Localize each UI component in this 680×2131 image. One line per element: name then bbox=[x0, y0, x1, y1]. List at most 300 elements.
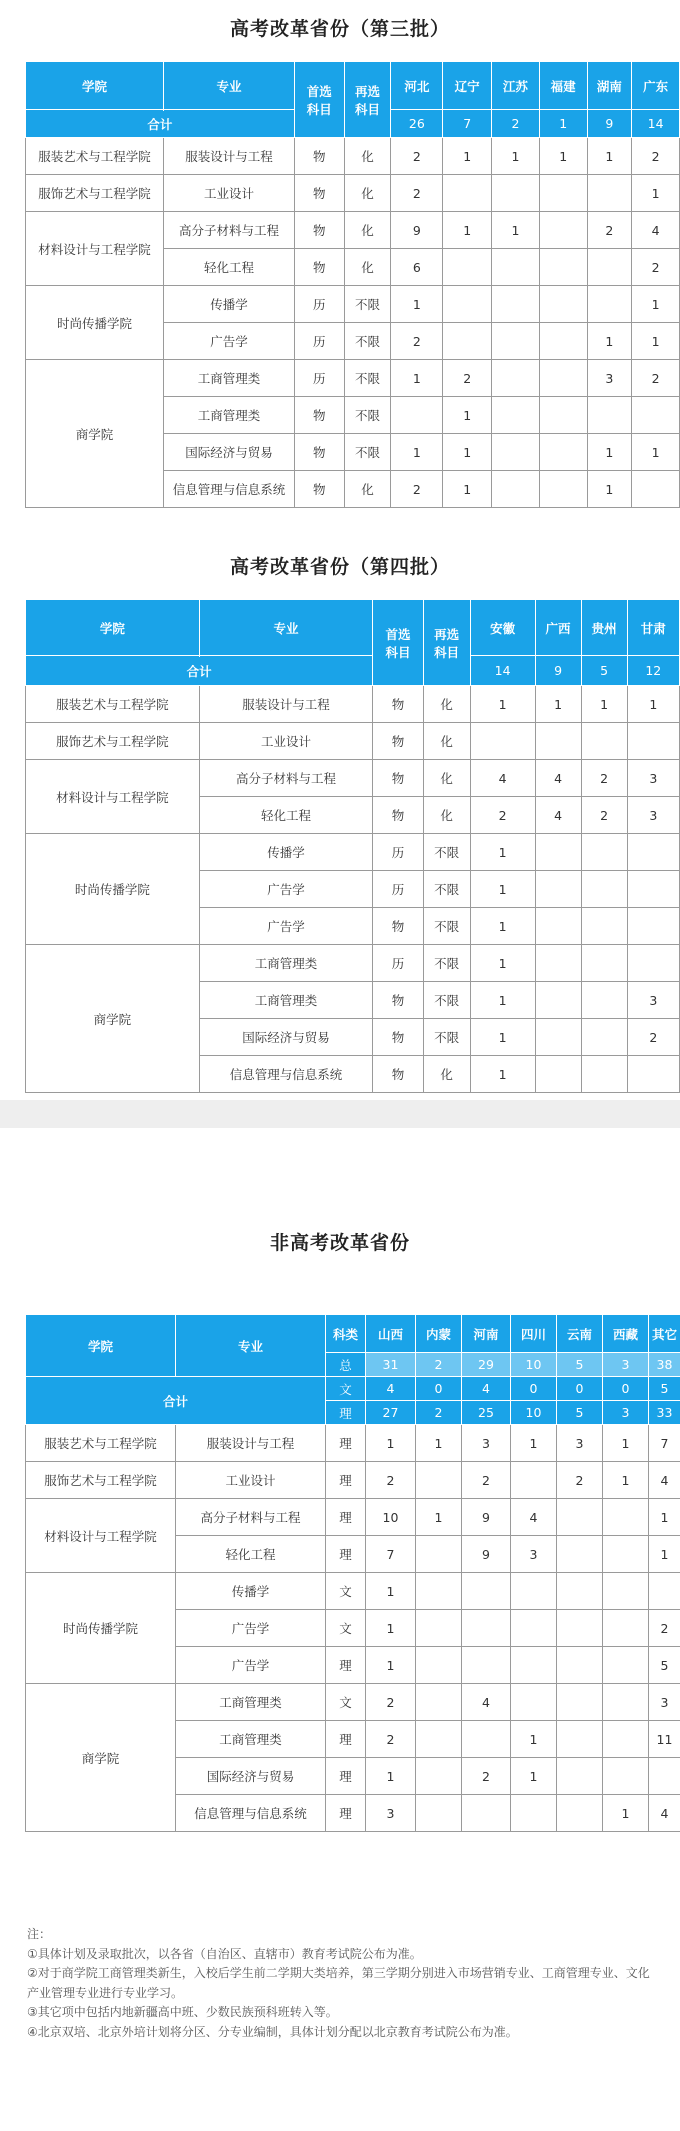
subject-cell: 物 bbox=[373, 982, 423, 1019]
quota-cell: 5 bbox=[649, 1647, 680, 1684]
quota-cell: 1 bbox=[470, 871, 535, 908]
major-cell: 轻化工程 bbox=[164, 249, 295, 286]
header-college: 学院 bbox=[26, 600, 200, 656]
subject-cell: 历 bbox=[373, 945, 423, 982]
major-cell: 广告学 bbox=[176, 1647, 326, 1684]
wen-value: 4 bbox=[462, 1377, 511, 1401]
subject-cell: 理 bbox=[326, 1647, 366, 1684]
subject-cell: 化 bbox=[344, 138, 391, 175]
quota-cell: 1 bbox=[391, 434, 443, 471]
header-province: 辽宁 bbox=[443, 62, 492, 110]
quota-cell bbox=[492, 175, 540, 212]
table-row bbox=[26, 945, 680, 982]
quota-cell bbox=[462, 1647, 511, 1684]
header-second-subject: 再选科目 bbox=[344, 62, 391, 138]
quota-cell: 1 bbox=[416, 1499, 462, 1536]
quota-cell bbox=[492, 397, 540, 434]
quota-cell: 1 bbox=[470, 908, 535, 945]
total-value: 7 bbox=[443, 110, 492, 138]
table-row bbox=[26, 175, 680, 212]
quota-cell: 9 bbox=[462, 1499, 511, 1536]
li-value: 10 bbox=[511, 1401, 557, 1425]
quota-cell: 1 bbox=[535, 686, 581, 723]
sum-value: 29 bbox=[462, 1353, 511, 1377]
quota-cell: 1 bbox=[603, 1795, 649, 1832]
major-cell: 广告学 bbox=[176, 1610, 326, 1647]
note-item: ②对于商学院工商管理类新生，入校后学生前二学期大类培养，第三学期分别进入市场营销专业、工商管理专业、文化产业管理专业进行专业学习。 bbox=[27, 1966, 650, 2000]
quota-cell: 2 bbox=[443, 360, 492, 397]
quota-cell: 4 bbox=[470, 760, 535, 797]
quota-cell: 3 bbox=[366, 1795, 416, 1832]
quota-cell bbox=[603, 1758, 649, 1795]
quota-cell: 1 bbox=[539, 138, 587, 175]
quota-cell bbox=[581, 1056, 627, 1093]
header-first-subject: 首选科目 bbox=[294, 62, 344, 138]
quota-cell bbox=[581, 723, 627, 760]
quota-cell: 1 bbox=[632, 286, 680, 323]
quota-cell bbox=[511, 1647, 557, 1684]
college-cell: 服装艺术与工程学院 bbox=[26, 1425, 176, 1462]
subject-cell: 不限 bbox=[344, 434, 391, 471]
quota-cell bbox=[581, 834, 627, 871]
quota-cell bbox=[539, 471, 587, 508]
quota-cell: 1 bbox=[443, 434, 492, 471]
header-college: 学院 bbox=[26, 62, 164, 110]
wen-label: 文 bbox=[326, 1377, 366, 1401]
li-value: 3 bbox=[603, 1401, 649, 1425]
subject-cell: 不限 bbox=[423, 945, 470, 982]
college-cell: 服饰艺术与工程学院 bbox=[26, 1462, 176, 1499]
major-cell: 国际经济与贸易 bbox=[164, 434, 295, 471]
total-value: 14 bbox=[470, 656, 535, 686]
subject-cell: 历 bbox=[373, 834, 423, 871]
quota-cell bbox=[649, 1573, 680, 1610]
quota-cell bbox=[581, 945, 627, 982]
quota-cell bbox=[492, 286, 540, 323]
quota-cell bbox=[557, 1721, 603, 1758]
quota-cell bbox=[539, 175, 587, 212]
major-cell: 高分子材料与工程 bbox=[176, 1499, 326, 1536]
major-cell: 广告学 bbox=[199, 871, 373, 908]
college-cell: 商学院 bbox=[26, 1684, 176, 1832]
quota-cell: 1 bbox=[366, 1647, 416, 1684]
college-cell: 时尚传播学院 bbox=[26, 834, 200, 945]
college-cell: 服饰艺术与工程学院 bbox=[26, 175, 164, 212]
subject-cell: 理 bbox=[326, 1425, 366, 1462]
quota-cell bbox=[416, 1610, 462, 1647]
header-province: 甘肃 bbox=[627, 600, 679, 656]
major-cell: 国际经济与贸易 bbox=[176, 1758, 326, 1795]
subject-cell: 不限 bbox=[423, 871, 470, 908]
quota-cell: 11 bbox=[649, 1721, 680, 1758]
quota-cell bbox=[416, 1721, 462, 1758]
quota-cell: 1 bbox=[391, 360, 443, 397]
quota-cell bbox=[511, 1462, 557, 1499]
quota-cell: 2 bbox=[557, 1462, 603, 1499]
subject-cell: 物 bbox=[294, 471, 344, 508]
major-cell: 工业设计 bbox=[176, 1462, 326, 1499]
major-cell: 工业设计 bbox=[199, 723, 373, 760]
quota-cell: 1 bbox=[366, 1425, 416, 1462]
subject-cell: 物 bbox=[373, 760, 423, 797]
quota-cell: 1 bbox=[416, 1425, 462, 1462]
sum-value: 31 bbox=[366, 1353, 416, 1377]
subject-cell: 物 bbox=[373, 686, 423, 723]
major-cell: 工业设计 bbox=[164, 175, 295, 212]
quota-cell bbox=[492, 471, 540, 508]
quota-cell bbox=[587, 397, 632, 434]
quota-cell bbox=[603, 1721, 649, 1758]
subject-cell: 物 bbox=[294, 434, 344, 471]
subject-cell: 历 bbox=[373, 871, 423, 908]
subject-cell: 不限 bbox=[344, 323, 391, 360]
header-total: 合计 bbox=[26, 1377, 326, 1425]
quota-cell bbox=[511, 1573, 557, 1610]
table-batch3 bbox=[25, 61, 680, 508]
quota-cell bbox=[627, 1056, 679, 1093]
quota-cell: 1 bbox=[470, 1019, 535, 1056]
major-cell: 信息管理与信息系统 bbox=[176, 1795, 326, 1832]
table-row bbox=[26, 286, 680, 323]
quota-cell: 1 bbox=[587, 471, 632, 508]
sum-value: 3 bbox=[603, 1353, 649, 1377]
quota-cell: 4 bbox=[462, 1684, 511, 1721]
subject-cell: 化 bbox=[423, 797, 470, 834]
section-title-batch3: 高考改革省份（第三批） bbox=[229, 18, 450, 40]
li-label: 理 bbox=[326, 1401, 366, 1425]
quota-cell bbox=[535, 945, 581, 982]
quota-cell: 7 bbox=[366, 1536, 416, 1573]
quota-cell bbox=[535, 871, 581, 908]
quota-cell: 6 bbox=[391, 249, 443, 286]
subject-cell: 物 bbox=[294, 175, 344, 212]
subject-cell: 文 bbox=[326, 1684, 366, 1721]
major-cell: 信息管理与信息系统 bbox=[199, 1056, 373, 1093]
subject-cell: 不限 bbox=[423, 1019, 470, 1056]
header-province: 西藏 bbox=[603, 1315, 649, 1353]
quota-cell bbox=[627, 908, 679, 945]
subject-cell: 不限 bbox=[423, 982, 470, 1019]
quota-cell bbox=[649, 1758, 680, 1795]
header-college: 学院 bbox=[26, 1315, 176, 1377]
quota-cell: 3 bbox=[627, 760, 679, 797]
quota-cell bbox=[557, 1795, 603, 1832]
major-cell: 传播学 bbox=[164, 286, 295, 323]
total-value: 26 bbox=[391, 110, 443, 138]
header-province: 河南 bbox=[462, 1315, 511, 1353]
note-item: ④北京双培、北京外培计划将分区、分专业编制，具体计划分配以北京教育考试院公布为准。 bbox=[27, 2024, 518, 2039]
table-row bbox=[26, 1573, 680, 1610]
li-value: 27 bbox=[366, 1401, 416, 1425]
subject-cell: 理 bbox=[326, 1499, 366, 1536]
major-cell: 广告学 bbox=[199, 908, 373, 945]
quota-cell: 3 bbox=[587, 360, 632, 397]
subject-cell: 理 bbox=[326, 1721, 366, 1758]
quota-cell bbox=[557, 1758, 603, 1795]
college-cell: 商学院 bbox=[26, 360, 164, 508]
quota-cell: 1 bbox=[470, 982, 535, 1019]
college-cell: 材料设计与工程学院 bbox=[26, 760, 200, 834]
section-divider bbox=[0, 1100, 680, 1128]
header-province: 山西 bbox=[366, 1315, 416, 1353]
quota-cell: 1 bbox=[470, 686, 535, 723]
quota-cell bbox=[416, 1573, 462, 1610]
quota-cell: 2 bbox=[627, 1019, 679, 1056]
college-cell: 时尚传播学院 bbox=[26, 1573, 176, 1684]
quota-cell bbox=[627, 723, 679, 760]
table-row bbox=[26, 138, 680, 175]
table-row bbox=[26, 1462, 680, 1499]
quota-cell bbox=[535, 834, 581, 871]
header-province: 云南 bbox=[557, 1315, 603, 1353]
sum-value: 10 bbox=[511, 1353, 557, 1377]
li-value: 2 bbox=[416, 1401, 462, 1425]
table-row bbox=[26, 212, 680, 249]
quota-cell bbox=[535, 982, 581, 1019]
quota-cell bbox=[632, 471, 680, 508]
subject-cell: 文 bbox=[326, 1573, 366, 1610]
college-cell: 材料设计与工程学院 bbox=[26, 212, 164, 286]
subject-cell: 物 bbox=[294, 397, 344, 434]
quota-cell bbox=[557, 1499, 603, 1536]
header-total: 合计 bbox=[26, 656, 373, 686]
major-cell: 高分子材料与工程 bbox=[199, 760, 373, 797]
quota-cell bbox=[603, 1647, 649, 1684]
quota-cell bbox=[627, 871, 679, 908]
quota-cell bbox=[581, 871, 627, 908]
college-cell: 材料设计与工程学院 bbox=[26, 1499, 176, 1573]
li-value: 25 bbox=[462, 1401, 511, 1425]
quota-cell: 2 bbox=[632, 249, 680, 286]
quota-cell: 2 bbox=[391, 471, 443, 508]
quota-cell bbox=[462, 1610, 511, 1647]
quota-cell: 1 bbox=[632, 434, 680, 471]
subject-cell: 物 bbox=[373, 797, 423, 834]
quota-cell: 2 bbox=[366, 1684, 416, 1721]
header-province: 广东 bbox=[632, 62, 680, 110]
major-cell: 工商管理类 bbox=[164, 360, 295, 397]
quota-cell bbox=[539, 360, 587, 397]
major-cell: 国际经济与贸易 bbox=[199, 1019, 373, 1056]
header-province: 其它 bbox=[649, 1315, 680, 1353]
subject-cell: 物 bbox=[373, 1019, 423, 1056]
table-non-reform bbox=[25, 1314, 680, 1832]
quota-cell bbox=[462, 1573, 511, 1610]
quota-cell: 2 bbox=[632, 138, 680, 175]
subject-cell: 化 bbox=[423, 760, 470, 797]
quota-cell bbox=[587, 175, 632, 212]
subject-cell: 物 bbox=[294, 249, 344, 286]
quota-cell: 2 bbox=[462, 1462, 511, 1499]
quota-cell bbox=[539, 249, 587, 286]
quota-cell bbox=[462, 1795, 511, 1832]
quota-cell: 2 bbox=[581, 760, 627, 797]
quota-cell: 2 bbox=[649, 1610, 680, 1647]
subject-cell: 物 bbox=[373, 1056, 423, 1093]
table-row bbox=[26, 686, 680, 723]
quota-cell: 9 bbox=[391, 212, 443, 249]
college-cell: 服饰艺术与工程学院 bbox=[26, 723, 200, 760]
quota-cell bbox=[492, 360, 540, 397]
table-batch4 bbox=[25, 599, 680, 1093]
quota-cell bbox=[557, 1610, 603, 1647]
header-province: 湖南 bbox=[587, 62, 632, 110]
quota-cell: 1 bbox=[443, 397, 492, 434]
major-cell: 信息管理与信息系统 bbox=[164, 471, 295, 508]
header-province: 安徽 bbox=[470, 600, 535, 656]
note-item: ①具体计划及录取批次，以各省（自治区、直辖市）教育考试院公布为准。 bbox=[27, 1946, 422, 1961]
subject-cell: 理 bbox=[326, 1462, 366, 1499]
subject-cell: 理 bbox=[326, 1536, 366, 1573]
subject-cell: 物 bbox=[294, 138, 344, 175]
quota-cell bbox=[416, 1684, 462, 1721]
quota-cell bbox=[539, 212, 587, 249]
quota-cell: 1 bbox=[632, 323, 680, 360]
quota-cell bbox=[391, 397, 443, 434]
quota-cell bbox=[627, 945, 679, 982]
quota-cell: 9 bbox=[462, 1536, 511, 1573]
wen-value: 0 bbox=[511, 1377, 557, 1401]
quota-cell: 10 bbox=[366, 1499, 416, 1536]
quota-cell: 1 bbox=[632, 175, 680, 212]
quota-cell: 1 bbox=[366, 1573, 416, 1610]
wen-value: 4 bbox=[366, 1377, 416, 1401]
quota-cell bbox=[539, 397, 587, 434]
wen-value: 0 bbox=[557, 1377, 603, 1401]
quota-cell: 2 bbox=[391, 175, 443, 212]
quota-cell bbox=[603, 1684, 649, 1721]
major-cell: 服装设计与工程 bbox=[199, 686, 373, 723]
quota-cell: 2 bbox=[632, 360, 680, 397]
quota-cell bbox=[511, 1610, 557, 1647]
quota-cell: 4 bbox=[535, 797, 581, 834]
major-cell: 服装设计与工程 bbox=[176, 1425, 326, 1462]
subject-cell: 化 bbox=[344, 249, 391, 286]
notes-label: 注： bbox=[27, 1927, 52, 1941]
header-subject-type: 科类 bbox=[326, 1315, 366, 1353]
quota-cell: 1 bbox=[470, 1056, 535, 1093]
header-province: 广西 bbox=[535, 600, 581, 656]
quota-cell bbox=[587, 249, 632, 286]
major-cell: 工商管理类 bbox=[176, 1684, 326, 1721]
major-cell: 工商管理类 bbox=[176, 1721, 326, 1758]
quota-cell: 3 bbox=[627, 797, 679, 834]
note-item: ③其它项中包括内地新疆高中班、少数民族预科班转入等。 bbox=[27, 2005, 338, 2019]
quota-cell: 2 bbox=[587, 212, 632, 249]
quota-cell: 4 bbox=[649, 1462, 680, 1499]
quota-cell bbox=[416, 1462, 462, 1499]
quota-cell bbox=[603, 1499, 649, 1536]
total-value: 9 bbox=[587, 110, 632, 138]
college-cell: 商学院 bbox=[26, 945, 200, 1093]
quota-cell bbox=[603, 1573, 649, 1610]
quota-cell bbox=[539, 286, 587, 323]
sum-value: 2 bbox=[416, 1353, 462, 1377]
quota-cell: 1 bbox=[511, 1425, 557, 1462]
major-cell: 轻化工程 bbox=[199, 797, 373, 834]
header-major: 专业 bbox=[199, 600, 373, 656]
quota-cell: 1 bbox=[366, 1610, 416, 1647]
quota-cell bbox=[416, 1795, 462, 1832]
quota-cell: 3 bbox=[627, 982, 679, 1019]
header-province: 江苏 bbox=[492, 62, 540, 110]
header-province: 河北 bbox=[391, 62, 443, 110]
major-cell: 服装设计与工程 bbox=[164, 138, 295, 175]
wen-value: 5 bbox=[649, 1377, 680, 1401]
subject-cell: 不限 bbox=[344, 397, 391, 434]
section-title-non-reform: 非高考改革省份 bbox=[269, 1232, 410, 1254]
subject-cell: 历 bbox=[294, 323, 344, 360]
major-cell: 工商管理类 bbox=[199, 982, 373, 1019]
quota-cell bbox=[581, 982, 627, 1019]
quota-cell: 1 bbox=[443, 138, 492, 175]
notes bbox=[27, 1925, 657, 2042]
subject-cell: 不限 bbox=[423, 834, 470, 871]
quota-cell: 7 bbox=[649, 1425, 680, 1462]
quota-cell: 1 bbox=[603, 1425, 649, 1462]
subject-cell: 理 bbox=[326, 1795, 366, 1832]
total-value: 2 bbox=[492, 110, 540, 138]
quota-cell: 2 bbox=[581, 797, 627, 834]
quota-cell bbox=[443, 175, 492, 212]
subject-cell: 物 bbox=[294, 212, 344, 249]
college-cell: 服装艺术与工程学院 bbox=[26, 138, 164, 175]
total-value: 9 bbox=[535, 656, 581, 686]
li-value: 5 bbox=[557, 1401, 603, 1425]
quota-cell: 1 bbox=[587, 323, 632, 360]
quota-cell bbox=[535, 1056, 581, 1093]
li-value: 33 bbox=[649, 1401, 680, 1425]
quota-cell: 2 bbox=[366, 1721, 416, 1758]
major-cell: 广告学 bbox=[164, 323, 295, 360]
total-value: 1 bbox=[539, 110, 587, 138]
quota-cell: 2 bbox=[366, 1462, 416, 1499]
subject-cell: 不限 bbox=[344, 286, 391, 323]
table-row bbox=[26, 1499, 680, 1536]
major-cell: 传播学 bbox=[176, 1573, 326, 1610]
quota-cell: 1 bbox=[470, 834, 535, 871]
quota-cell: 1 bbox=[627, 686, 679, 723]
table-row bbox=[26, 760, 680, 797]
header-first-subject: 首选科目 bbox=[373, 600, 423, 686]
wen-value: 0 bbox=[603, 1377, 649, 1401]
header-province: 四川 bbox=[511, 1315, 557, 1353]
subject-cell: 化 bbox=[344, 175, 391, 212]
major-cell: 高分子材料与工程 bbox=[164, 212, 295, 249]
quota-cell bbox=[557, 1536, 603, 1573]
quota-cell bbox=[535, 1019, 581, 1056]
subject-cell: 化 bbox=[344, 471, 391, 508]
quota-cell: 4 bbox=[511, 1499, 557, 1536]
quota-cell: 1 bbox=[581, 686, 627, 723]
header-province: 贵州 bbox=[581, 600, 627, 656]
quota-cell: 1 bbox=[492, 212, 540, 249]
subject-cell: 化 bbox=[423, 686, 470, 723]
quota-cell bbox=[470, 723, 535, 760]
header-province: 内蒙 bbox=[416, 1315, 462, 1353]
total-value: 14 bbox=[632, 110, 680, 138]
quota-cell bbox=[632, 397, 680, 434]
table-row bbox=[26, 723, 680, 760]
quota-cell bbox=[443, 286, 492, 323]
quota-cell: 1 bbox=[366, 1758, 416, 1795]
quota-cell bbox=[443, 323, 492, 360]
quota-cell: 4 bbox=[649, 1795, 680, 1832]
college-cell: 服装艺术与工程学院 bbox=[26, 686, 200, 723]
quota-cell bbox=[539, 323, 587, 360]
quota-cell: 1 bbox=[443, 471, 492, 508]
quota-cell bbox=[511, 1684, 557, 1721]
